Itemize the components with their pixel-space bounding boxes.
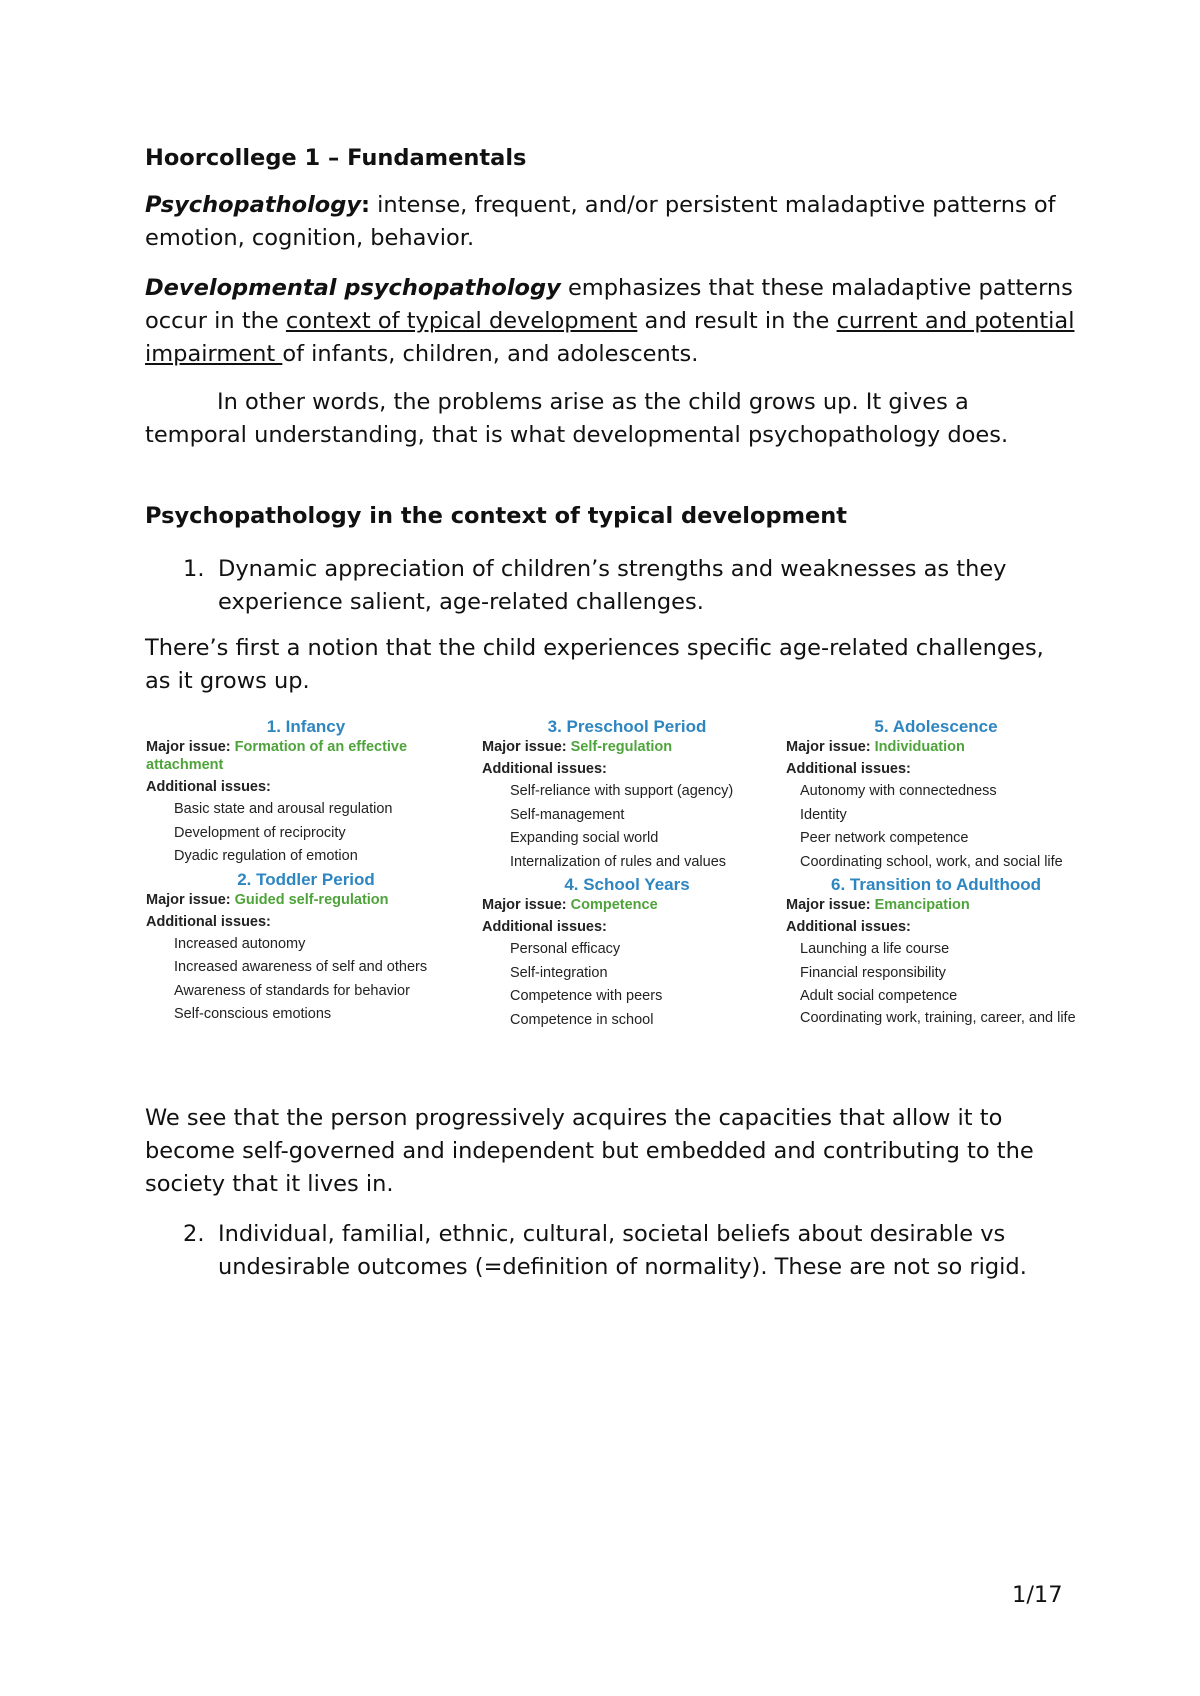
period-title: 1. Infancy xyxy=(266,717,346,736)
list-item: Financial responsibility xyxy=(800,964,946,981)
major-issue-label: Major issue: xyxy=(146,891,231,908)
major-issue-label: Major issue: xyxy=(146,739,231,755)
list-item: Development of reciprocity xyxy=(174,824,346,841)
underlined-context: context of typical development xyxy=(285,308,638,334)
major-issue-value: Individuation xyxy=(874,739,965,755)
period-title: 5. Adolescence xyxy=(874,717,998,736)
major-issue-label: Major issue: xyxy=(482,897,567,913)
major-issue xyxy=(482,896,772,914)
list-item: Self-integration xyxy=(510,964,608,981)
period-title: 2. Toddler Period xyxy=(237,869,375,889)
page-number: 1/17 xyxy=(1012,1582,1063,1608)
list-item: Dyadic regulation of emotion xyxy=(174,848,358,864)
definition-text: intense, frequent, and/or persistent maladaptive patterns of emotion, cognition, behavior. xyxy=(145,192,1056,251)
major-issue-value: Self-regulation xyxy=(570,739,673,755)
definition-developmental-psychopathology xyxy=(145,272,1075,371)
list-item: Increased awareness of self and others xyxy=(174,959,428,975)
definition-text-part2: and result in the xyxy=(637,308,837,334)
list-item: Coordinating school, work, and social life xyxy=(800,853,1063,870)
list-item: Increased autonomy xyxy=(174,935,306,952)
list-text: Individual, familial, ethnic, cultural, societal beliefs about desirable vs undesirable outcomes (=definition of normality). These are not so rigid. xyxy=(218,1221,1027,1280)
list-item: Self-conscious emotions xyxy=(174,1006,332,1022)
major-issue xyxy=(786,896,1086,914)
paragraph-other-words: In other words, the problems arise as the child grows up. It gives a temporal understanding, that is what developmental psychopathology does. xyxy=(145,389,1009,448)
definition-text-part1: emphasizes that these maladaptive patterns occur in the xyxy=(145,275,1073,334)
list-item: Competence in school xyxy=(510,1011,654,1028)
list-number: 2. xyxy=(183,1221,205,1247)
list-item: Peer network competence xyxy=(800,830,969,846)
additional-issues-label: Additional issues: xyxy=(146,913,271,930)
major-issue xyxy=(482,738,772,756)
major-issue-value: Formation of an effective attachment xyxy=(146,739,408,773)
additional-issues-label: Additional issues: xyxy=(482,919,607,935)
figure-column-2 xyxy=(482,716,772,1032)
period-adolescence xyxy=(786,716,1086,874)
list-item: Basic state and arousal regulation xyxy=(174,801,393,817)
period-title: 3. Preschool Period xyxy=(547,717,707,736)
period-toddler xyxy=(146,869,466,1027)
period-title: 4. School Years xyxy=(564,875,690,894)
list-item: Coordinating work, training, career, and life xyxy=(800,1009,1076,1026)
definition-psychopathology xyxy=(145,189,1075,255)
paragraph-first-notion: There’s first a notion that the child experiences specific age-related challenges, as it grows up. xyxy=(145,635,1044,694)
list-item: Internalization of rules and values xyxy=(510,853,727,870)
term-colon: : xyxy=(361,192,371,218)
period-school-years xyxy=(482,874,772,1032)
section-subheading: Psychopathology in the context of typical development xyxy=(145,503,848,529)
period-title: 6. Transition to Adulthood xyxy=(831,875,1041,894)
term-psychopathology: Psychopathology xyxy=(145,192,362,218)
page-heading: Hoorcollege 1 – Fundamentals xyxy=(145,145,527,171)
period-transition-adulthood xyxy=(786,874,1086,1027)
major-issue-label: Major issue: xyxy=(786,739,871,755)
definition-text-part3: of infants, children, and adolescents. xyxy=(282,341,699,367)
list-item: Expanding social world xyxy=(510,830,659,846)
period-infancy xyxy=(146,716,466,869)
major-issue xyxy=(786,738,1086,756)
developmental-periods-figure xyxy=(146,716,1086,1076)
list-item: Personal efficacy xyxy=(510,941,621,957)
paragraph-progressive: We see that the person progressively acquires the capacities that allow it to become self-governed and independent but embedded and contributing to the society that it lives in. xyxy=(145,1105,1034,1197)
figure-column-3 xyxy=(786,716,1086,1027)
list-item: Self-reliance with support (agency) xyxy=(510,783,734,799)
major-issue-value: Competence xyxy=(570,897,658,913)
list-item: Competence with peers xyxy=(510,988,663,1004)
list-item: Self-management xyxy=(510,806,625,823)
major-issue-label: Major issue: xyxy=(482,739,567,755)
major-issue-value: Guided self-regulation xyxy=(234,891,389,908)
list-item: Adult social competence xyxy=(800,988,958,1004)
figure-column-1 xyxy=(146,716,466,1027)
list-number: 1. xyxy=(183,556,205,582)
additional-issues-label: Additional issues: xyxy=(146,779,271,795)
list-text: Dynamic appreciation of children’s strengths and weaknesses as they experience salient, age-related challenges. xyxy=(218,556,1007,615)
major-issue xyxy=(146,738,466,774)
major-issue xyxy=(146,891,466,909)
term-developmental-psychopathology: Developmental psychopathology xyxy=(145,275,561,301)
additional-issues-label: Additional issues: xyxy=(482,761,607,777)
major-issue-label: Major issue: xyxy=(786,897,871,913)
list-item: Awareness of standards for behavior xyxy=(174,982,410,999)
list-item: Launching a life course xyxy=(800,941,950,957)
underlined-impairment: current and potential impairment xyxy=(145,308,1075,367)
list-item: Autonomy with connectedness xyxy=(800,783,997,799)
list-item: Identity xyxy=(800,806,847,823)
additional-issues-label: Additional issues: xyxy=(786,761,911,777)
period-preschool xyxy=(482,716,772,874)
additional-issues-label: Additional issues: xyxy=(786,919,911,935)
major-issue-value: Emancipation xyxy=(874,897,970,913)
